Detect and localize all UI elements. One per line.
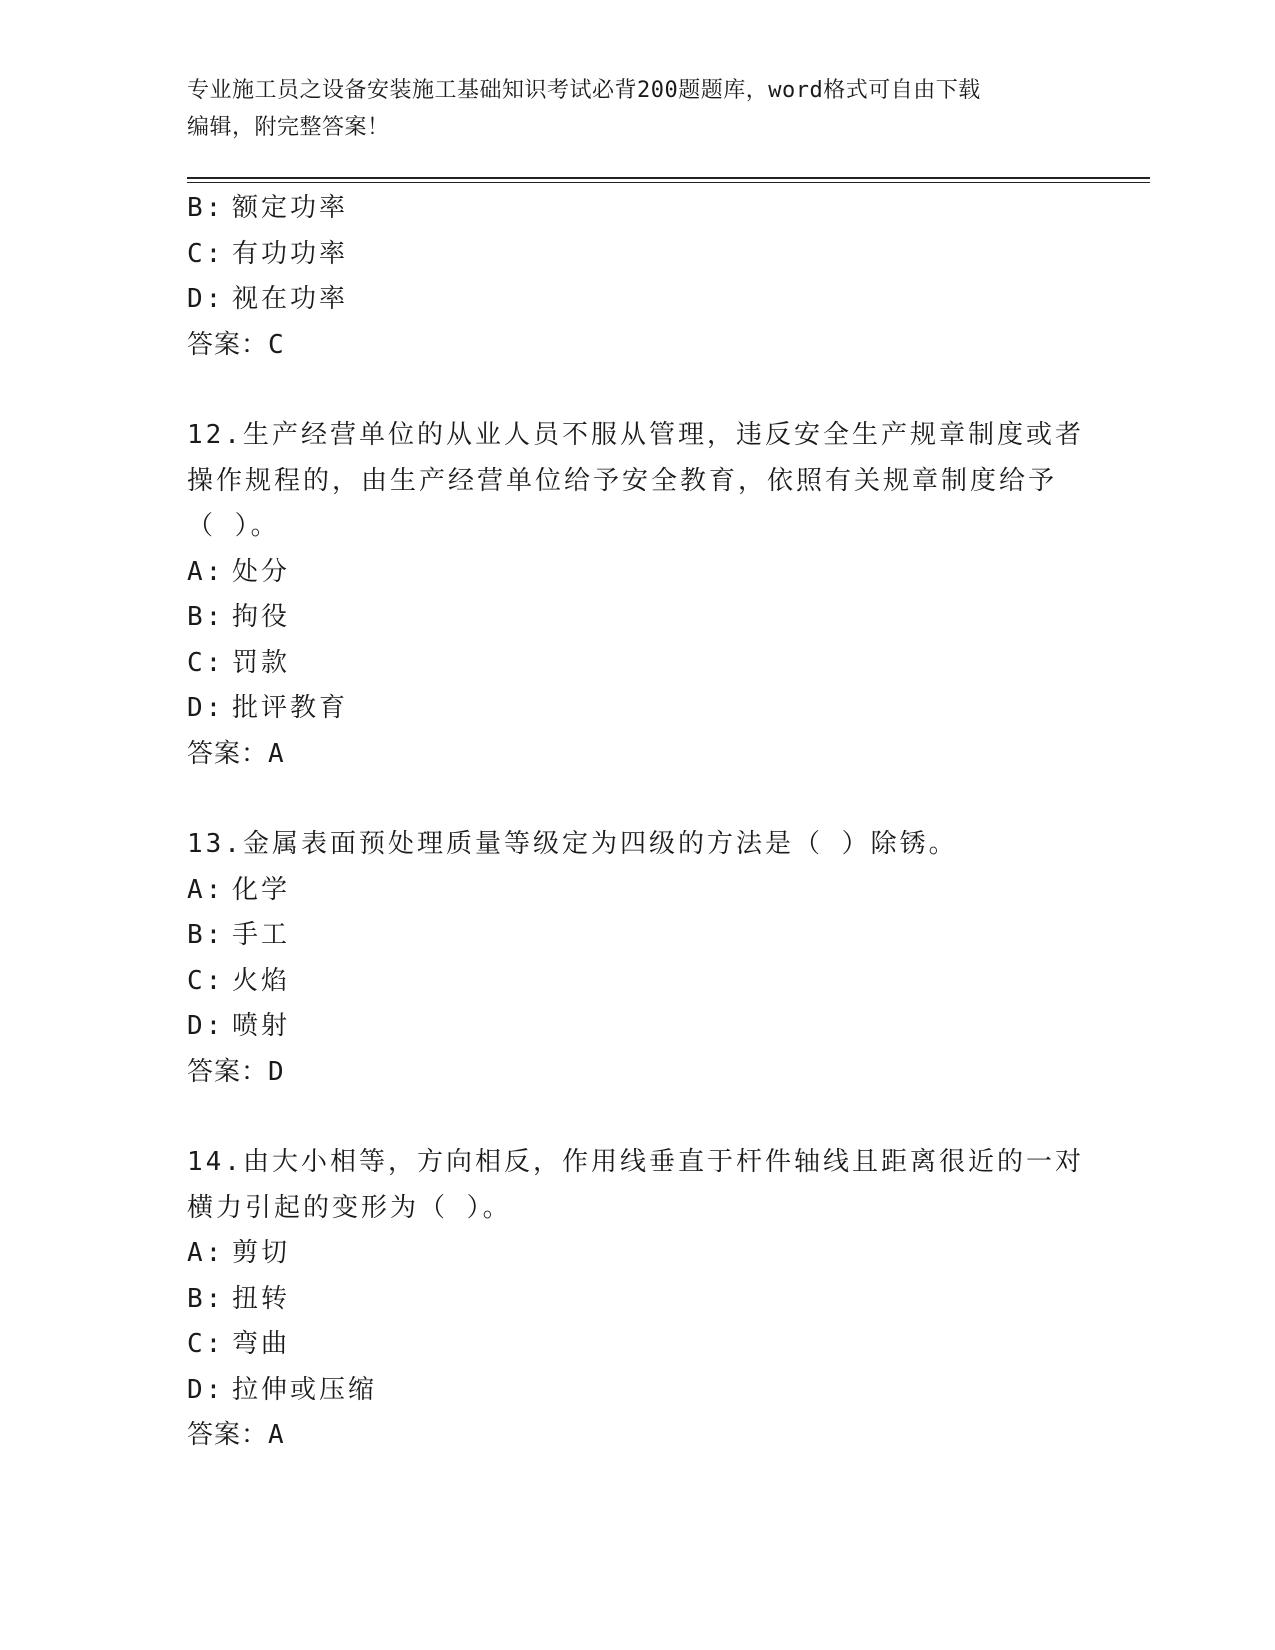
- option-text: 罚款: [232, 647, 291, 678]
- option-b: [187, 186, 1087, 232]
- answer: 答案：A: [187, 1420, 285, 1450]
- option-b: [187, 595, 1087, 641]
- option-text: 扭转: [232, 1283, 291, 1314]
- option-c: [187, 641, 1087, 687]
- option-text: 处分: [232, 556, 291, 587]
- option-text: 有功功率: [232, 238, 349, 269]
- question-13: [187, 822, 1087, 1095]
- header-divider-thin: [187, 182, 1150, 183]
- answer: 答案：D: [187, 1056, 285, 1087]
- option-b: [187, 1277, 1087, 1323]
- spacer: [187, 368, 1087, 413]
- question-text-line: （ ）。: [187, 511, 280, 541]
- spacer: [187, 777, 1087, 822]
- question-12: [187, 413, 1087, 777]
- option-text: 拉伸或压缩: [232, 1374, 378, 1405]
- header-title-line2: 编辑，附完整答案！: [187, 115, 390, 140]
- option-key: B:: [187, 193, 225, 223]
- answer: 答案：A: [187, 738, 285, 769]
- option-text: 视在功率: [232, 284, 349, 314]
- question-text-line: 14.由大小相等，方向相反，作用线垂直于杆件轴线且距离很近的一对: [187, 1147, 1084, 1177]
- option-d: [187, 277, 1087, 323]
- option-key: C:: [187, 1329, 225, 1359]
- option-key: B:: [187, 1283, 225, 1314]
- option-d: [187, 686, 1087, 732]
- option-key: C:: [187, 238, 225, 269]
- option-key: D:: [187, 284, 225, 314]
- option-c: [187, 959, 1087, 1005]
- option-key: A:: [187, 1238, 225, 1268]
- option-key: B:: [187, 920, 225, 950]
- document-header: [187, 72, 1067, 146]
- option-text: 拘役: [232, 602, 291, 632]
- option-d: [187, 1368, 1087, 1414]
- option-key: C:: [187, 647, 225, 678]
- option-key: C:: [187, 965, 225, 996]
- option-a: [187, 868, 1087, 914]
- question-11: [187, 186, 1087, 368]
- option-text: 剪切: [232, 1238, 291, 1268]
- option-text: 化学: [232, 874, 291, 905]
- answer: 答案：C: [187, 329, 285, 360]
- option-c: [187, 1322, 1087, 1368]
- option-c: [187, 232, 1087, 278]
- question-text-line: 13.金属表面预处理质量等级定为四级的方法是（ ）除锈。: [187, 829, 958, 859]
- question-text-line: 横力引起的变形为（ ）。: [187, 1192, 512, 1223]
- option-key: D:: [187, 693, 225, 723]
- option-text: 手工: [232, 920, 291, 950]
- option-text: 批评教育: [232, 693, 349, 723]
- question-text-line: 12.生产经营单位的从业人员不服从管理，违反安全生产规章制度或者: [187, 420, 1084, 450]
- option-key: A:: [187, 874, 225, 905]
- spacer: [187, 1095, 1087, 1140]
- header-divider-thick: [187, 177, 1150, 179]
- option-text: 火焰: [232, 965, 291, 996]
- option-key: D:: [187, 1374, 225, 1405]
- option-text: 弯曲: [232, 1329, 291, 1359]
- question-14: [187, 1140, 1087, 1459]
- option-key: A:: [187, 556, 225, 587]
- option-text: 额定功率: [232, 193, 349, 223]
- option-a: [187, 1231, 1087, 1277]
- option-text: 喷射: [232, 1011, 291, 1041]
- question-text-line: 操作规程的，由生产经营单位给予安全教育，依照有关规章制度给予: [187, 465, 1058, 496]
- option-a: [187, 550, 1087, 596]
- option-d: [187, 1004, 1087, 1050]
- option-b: [187, 913, 1087, 959]
- option-key: B:: [187, 602, 225, 632]
- header-title-line1: 专业施工员之设备安装施工基础知识考试必背200题题库，word格式可自由下载: [187, 78, 981, 103]
- option-key: D:: [187, 1011, 225, 1041]
- question-list: [187, 186, 1087, 1459]
